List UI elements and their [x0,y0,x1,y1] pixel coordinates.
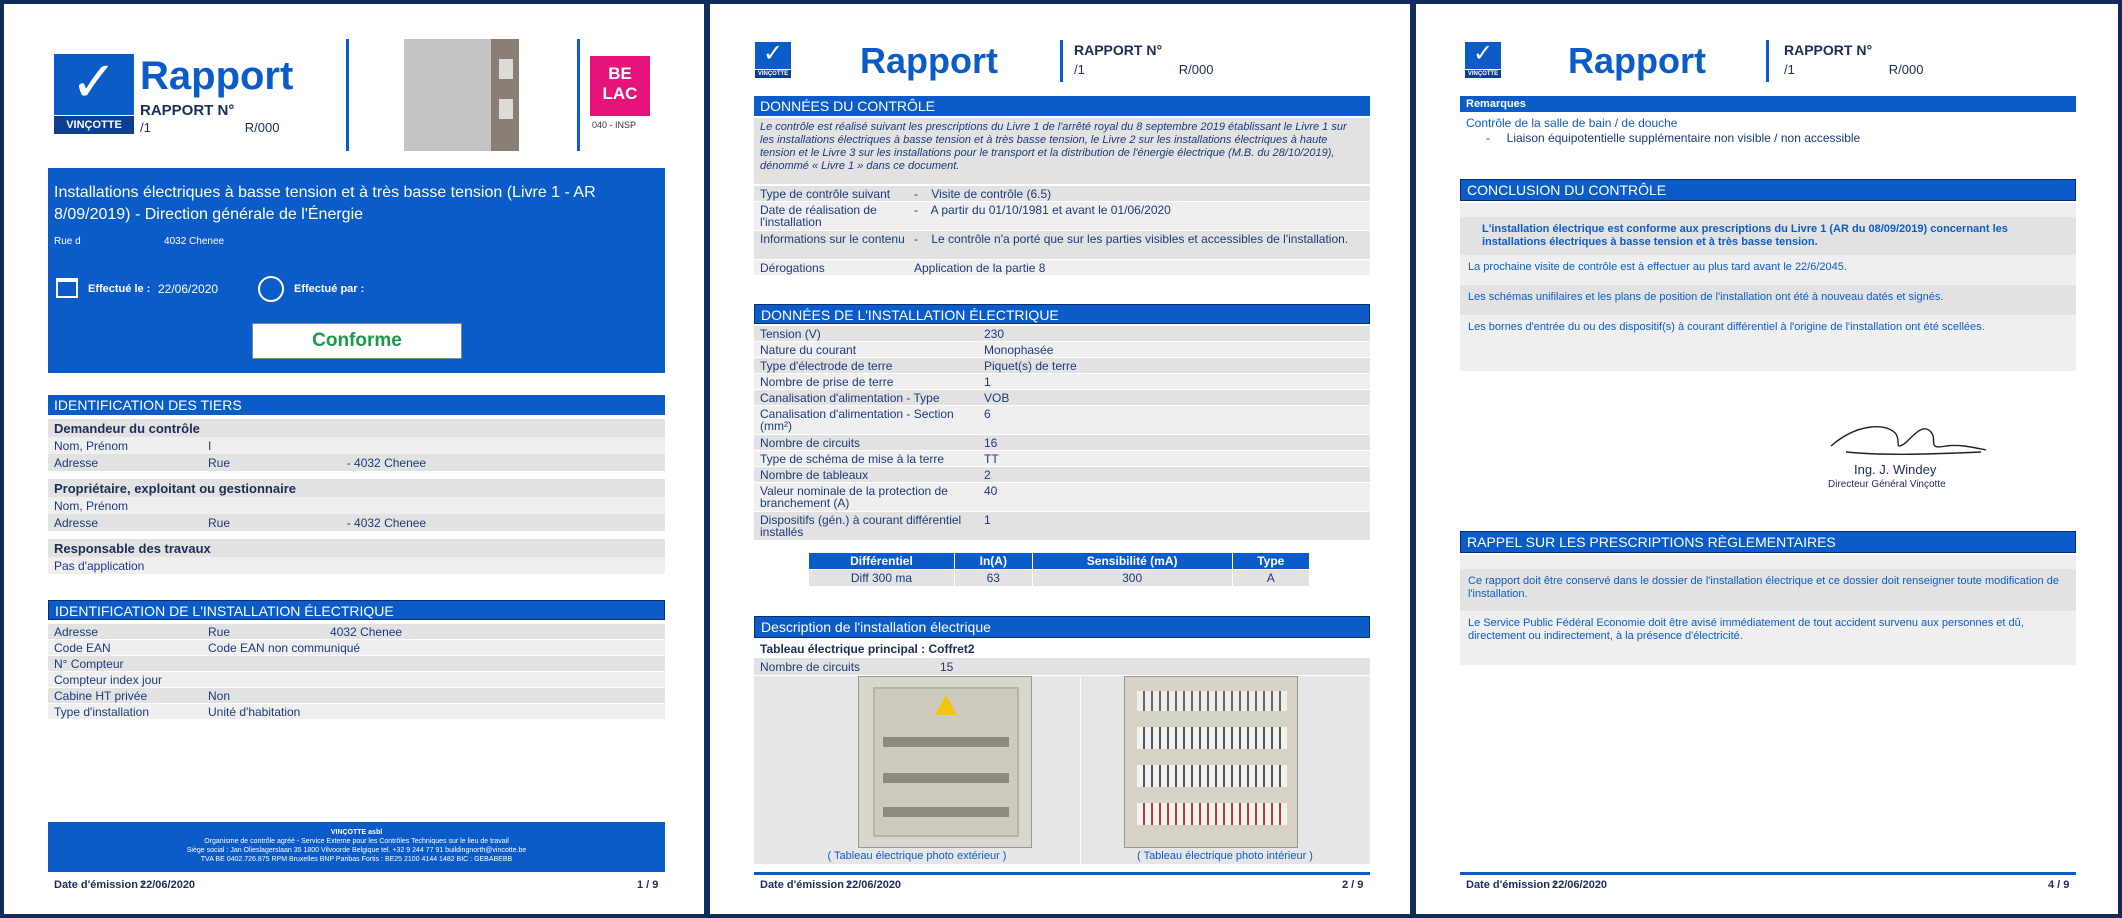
differential-cell: 63 [954,570,1032,587]
issue-date-label: Date d'émission : [1466,879,1557,891]
differential-header [809,553,1310,570]
installation-row: Compteur index jour [48,672,665,687]
section-tiers: IDENTIFICATION DES TIERS [48,395,665,415]
installation-row: Code EAN Code EAN non communiqué [48,640,665,655]
calendar-icon [56,278,78,298]
effectue-le-value: 22/06/2020 [158,282,219,296]
responsable-title: Responsable des travaux [48,539,665,558]
conclusion-item: Les bornes d'entrée du ou des dispositif(s) à courant différentiel à l'origine de l'installation ont été scellées. [1460,315,2076,359]
effectue-le-label: Effectué le : [88,283,151,295]
hero-title: Installations électriques à basse tension et à très basse tension (Livre 1 - AR 8/09/2019) - Direction générale de l'Énergie [54,184,596,223]
report-number: /1 R/000 [140,120,280,135]
brand-name: VINÇOTTE [1465,69,1501,78]
report-page-2[interactable] [710,4,1410,914]
warning-icon [935,695,957,715]
demandeur-title: Demandeur du contrôle [48,419,665,438]
divider [577,39,580,151]
remarques-item: - Liaison équipotentielle supplémentaire non visible / non accessible [1486,131,1861,145]
demandeur-adresse-row: Adresse Rue - 4032 Chenee [48,454,665,471]
building-photo [404,39,519,151]
differential-row [809,570,1310,587]
spacer-row [1460,555,2076,569]
report-title: Rapport [860,40,998,81]
conclusion-item: Les schémas unifilaires et les plans de position de l'installation ont été à nouveau datés et signés. [1460,285,2076,315]
brand-name: VINÇOTTE [54,115,134,134]
spacer-row [1460,359,2076,371]
check-icon: ✓ [1472,40,1494,67]
vincotte-logo [54,50,134,134]
report-number: /1 R/000 [1784,62,1924,77]
report-number-label: RAPPORT N° [1784,42,1873,58]
effectue-par-label: Effectué par : [294,283,365,295]
report-title: Rapport [140,54,294,98]
divider [1060,40,1063,82]
differential-cell: Diff 300 ma [809,570,955,587]
differential-cell: A [1232,570,1309,587]
demandeur-nom-row: Nom, Prénom I [48,437,665,454]
report-page-4[interactable] [1416,4,2118,914]
conclusion-item: La prochaine visite de contrôle est à effectuer au plus tard avant le 22/6/2045. [1460,255,2076,285]
installation-data-row: Nombre de prise de terre 1 [754,374,1370,389]
issue-date: 22/06/2020 [140,879,196,891]
installation-data-row: Canalisation d'alimentation - Section (mm²) 6 [754,406,1370,434]
photo-exterieur-caption: ( Tableau électrique photo extérieur ) [827,850,1007,862]
differential-cell: 300 [1032,570,1232,587]
section-installation: IDENTIFICATION DE L'INSTALLATION ÉLECTRIQUE [48,600,665,620]
page-number: 1 / 9 [637,879,659,891]
controle-text: Le contrôle est réalisé suivant les prescriptions du Livre 1 de l'arrêté royal du 8 septembre 2019 établissant le Livre 1 sur les installations électriques à basse tension et à très basse tension, le Livre 2 sur les installations électriques à haute tension et le Livre 3 sur les installations pour le transport et la distribution de l'énergie électrique (M.B. du 28/10/2019), dénommé « Livre 1 » dans ce document. [754,118,1370,184]
installation-data-row: Nombre de tableaux 2 [754,467,1370,482]
proprietaire-nom-row: Nom, Prénom [48,497,665,514]
footer-line: Organisme de contrôle agréé - Service Externe pour les Contrôles Techniques sur le lieu de travail [204,838,509,845]
differential-header-cell: Différentiel [809,553,955,570]
check-icon: ✓ [70,50,118,113]
footer-line: TVA BE 0402.726.875 RPM Bruxelles BNP Paribas Fortis : BE25 2100 4144 1482 BIC : GEBABEBB [200,856,513,863]
belac-sub: 040 - INSP [592,120,637,130]
installation-data-row: Nombre de circuits 16 [754,435,1370,450]
installation-data-row: Canalisation d'alimentation - Type VOB [754,390,1370,405]
report-title: Rapport [1568,40,1706,81]
installation-row: Adresse Rue 4032 Chenee [48,624,665,639]
issue-date: 22/06/2020 [846,879,902,891]
signer-title: Directeur Général Vinçotte [1828,479,1946,490]
rappel-item: Ce rapport doit être conservé dans le dossier de l'installation électrique et ce dossier doit renseigner toute modification de l'installation. [1460,569,2076,611]
installation-data-row: Type d'électrode de terre Piquet(s) de terre [754,358,1370,373]
circuits-row: Nombre de circuits 15 [754,658,1370,675]
section-rappel: RAPPEL SUR LES PRESCRIPTIONS RÈGLEMENTAIRES [1460,531,2076,553]
footer-rule [1460,872,2076,875]
divider [1080,676,1081,864]
tableau-label: Tableau électrique principal : Coffret2 [760,642,975,656]
hero-panel [48,168,665,373]
issue-date-label: Date d'émission : [54,879,145,891]
controle-row: Dérogations Application de la partie 8 [754,260,1370,275]
footer-line: Siège social : Jan Olieslagerslaan 35 1800 Vilvoorde Belgique tel. +32 9 244 77 91 buildingnorth@vincotte.be [186,847,527,854]
section-controle: DONNÉES DU CONTRÔLE [754,96,1370,116]
photo-interieur[interactable] [1124,676,1298,848]
signer-name: Ing. J. Windey [1854,462,1937,477]
conclusion-item: L'installation électrique est conforme aux prescriptions du Livre 1 (AR du 08/09/2019) concernant les installations électriques à basse tension et à très basse tension. [1460,217,2076,255]
section-description: Description de l'installation électrique [754,616,1370,638]
section-installation-data: DONNÉES DE L'INSTALLATION ÉLECTRIQUE [754,304,1370,324]
brand-name: VINÇOTTE [755,69,791,78]
report-page-1[interactable] [4,4,704,914]
proprietaire-adresse-row: Adresse Rue - 4032 Chenee [48,514,665,531]
belac-text: BE LAC [602,64,638,103]
divider [1766,40,1769,82]
belac-logo [590,56,650,116]
status-badge[interactable]: Conforme [252,323,462,359]
page-number: 2 / 9 [1342,879,1364,891]
differential-header-cell: In(A) [954,553,1032,570]
check-icon: ✓ [762,40,784,67]
controle-row: Type de contrôle suivant - Visite de contrôle (6.5) [754,186,1370,201]
user-icon [258,276,284,302]
installation-data-row: Dispositifs (gén.) à courant différentiel installés 1 [754,512,1370,540]
rappel-item: Le Service Public Fédéral Economie doit être avisé immédiatement de tout accident survenu aux personnes et dû, directement ou indirectement, à la présence d'électricité. [1460,611,2076,653]
report-number: /1 R/000 [1074,62,1214,77]
spacer-row [1460,653,2076,665]
responsable-row: Pas d'application [48,557,665,574]
differential-header-cell: Type [1232,553,1309,570]
controle-row: Date de réalisation de l'installation - A partir du 01/10/1981 et avant le 01/06/2020 [754,202,1370,230]
section-conclusion: CONCLUSION DU CONTRÔLE [1460,179,2076,201]
installation-row: Cabine HT privée Non [48,688,665,703]
divider [346,39,349,151]
differential-table [808,552,1310,587]
section-remarques: Remarques [1460,96,2076,112]
installation-row: Type d'installation Unité d'habitation [48,704,665,719]
spacer-row [1460,203,2076,217]
proprietaire-title: Propriétaire, exploitant ou gestionnaire [48,479,665,498]
hero-address: Rue d 4032 Chenee [54,236,225,247]
installation-data-row: Tension (V) 230 [754,326,1370,341]
report-number-label: RAPPORT N° [140,102,235,119]
vincotte-logo [755,42,791,78]
footer-panel [48,822,665,872]
installation-row: N° Compteur [48,656,665,671]
photo-interieur-caption: ( Tableau électrique photo intérieur ) [1137,850,1313,862]
installation-data-row: Type de schéma de mise à la terre TT [754,451,1370,466]
issue-date-label: Date d'émission : [760,879,851,891]
photo-exterieur[interactable] [858,676,1032,848]
signature-image [1826,414,1991,464]
installation-data-row: Nature du courant Monophasée [754,342,1370,357]
vincotte-logo [1465,42,1501,78]
controle-row: Informations sur le contenu - Le contrôle n'a porté que sur les parties visibles et accessibles de l'installation. [754,231,1370,259]
remarques-sub: Contrôle de la salle de bain / de douche [1466,116,1678,130]
page-number: 4 / 9 [2048,879,2070,891]
differential-header-cell: Sensibilité (mA) [1032,553,1232,570]
report-number-label: RAPPORT N° [1074,42,1163,58]
issue-date: 22/06/2020 [1552,879,1608,891]
footer-org: VINÇOTTE asbl [330,829,383,836]
footer-rule [754,872,1370,875]
installation-data-row: Valeur nominale de la protection de branchement (A) 40 [754,483,1370,511]
